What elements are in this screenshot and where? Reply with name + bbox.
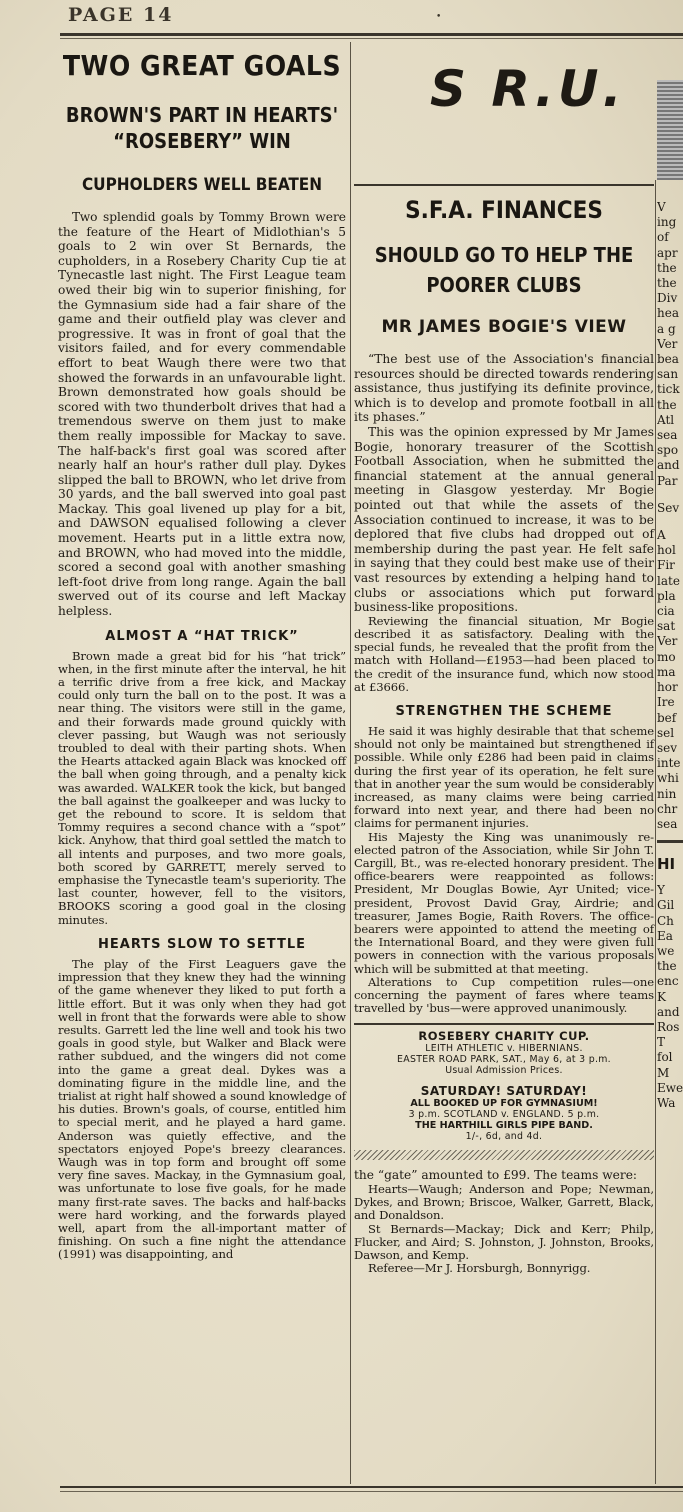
fragment-line: hol [657, 543, 676, 558]
paragraph: Reviewing the financial situation, Mr Bogie described it as satisfactory. Dealing with the special funds, he revealed that the profit from the match with Holland—£1953—had been placed to the credit of the insurance fund, which now stood at £3666. [354, 613, 654, 694]
fragment-line: apr [657, 245, 678, 260]
fragment-line: we [657, 943, 675, 958]
fragment-line: M [657, 1065, 670, 1080]
fragment-line: hor [657, 680, 678, 695]
fragment-line: bef [657, 710, 677, 725]
fragment-line: sat [657, 619, 676, 634]
fragment-line: Y [657, 883, 665, 898]
fragment-line: Ch [657, 913, 674, 928]
fragment-line: T [657, 1035, 666, 1050]
paragraph: His Majesty the King was unanimously re-elected patron of the Association, while Sir John T. Cargill, Bt., was re-elected honorary president. The office-bearers were reappointed as follows: President, Mr Douglas Bowie, Ayr United; vice-president, Provost David Gray, Airdrie; and treasurer, James Bogie, Raith Rovers. The office-bearers were appointed to attend the meeting of the International Board, and they were given full powers in connection with the various proposals which will be submitted at that meeting. [354, 829, 654, 976]
crosshead: STRENGTHEN THE SCHEME [395, 703, 613, 719]
deck-headline: SHOULD GO TO HELP THE POORER CLUBS [374, 243, 634, 297]
fragment-line: pla [657, 588, 676, 603]
fragment-line: the [657, 276, 677, 291]
paragraph: Two splendid goals by Tommy Brown were the feature of the Heart of Midlothian's 5 goals to 2 win over St Bernards, the cupholders, in a Rosebery Charity Cup tie at Tynecastle last night. The First League team owed their big win to superior finishing, for the Gymnasium side had a fair share of the game and their outfield play was clever and progressive. It was in front of goal that the visitors failed, and for every commendable effort to beat Waugh there were two that showed the forwards in an unfavourable light. Brown demonstrated how goals should be scored with two thunderbolt drives that had a tremendous swerve on them just to make them really impossible for Mackay to save. The half-back's first goal was scored after nearly half an hour's rather dull play. Dykes slipped the ball to BROWN, who let drive from 30 yards, and the ball swerved into goal past Mackay. This goal livened up play for a bit, and DAWSON equalised following a clever movement. Hearts put in a little extra now, and BROWN, who had moved into the middle, scored a second goal with another smashing left-foot drive from long range. Again the ball swerved out of its course and left Mackay helpless. [58, 210, 346, 619]
referee-line: Referee—Mr J. Horsburgh, Bonnyrigg. [368, 1261, 591, 1276]
fragment-line: of [657, 230, 669, 245]
banner-title: S R.U. [430, 60, 626, 118]
headline: TWO GREAT GOALS [62, 49, 342, 82]
ad-title: ROSEBERY CHARITY CUP. [418, 1029, 590, 1044]
ad-line: THE HARTHILL GIRLS PIPE BAND. [415, 1120, 593, 1132]
fragment-line: Ea [657, 928, 673, 943]
fragment-line: san [657, 367, 679, 382]
fragment-line: Ver [657, 336, 678, 351]
fragment-line: V [657, 200, 666, 214]
ad-line: EASTER ROAD PARK, SAT., May 6, at 3 p.m. [397, 1054, 611, 1066]
fragment-line: chr [657, 801, 678, 816]
fragment-line: the [657, 260, 677, 275]
fragment-line: Par [657, 473, 678, 488]
fragment-line: fol [657, 1050, 673, 1065]
fragment-lines [657, 883, 683, 1111]
fragment-line: and [657, 458, 680, 473]
subheadline: CUPHOLDERS WELL BEATEN [81, 175, 323, 195]
paragraph: Alterations to Cup competition rules—one concerning the payment of fares where teams travelled by 'bus—were approved unanimously. [354, 974, 654, 1016]
fragment-line: Ver [657, 634, 678, 649]
fragment-line: Gil [657, 898, 675, 913]
article-hearts [58, 40, 346, 1488]
column-rule [350, 42, 351, 1484]
paragraph: “The best use of the Association's financial resources should be directed towards rendering assistance, thus justifying its definite province, which is to develop and promote football in all its phases.” [354, 352, 654, 425]
fragment-line: spo [657, 443, 679, 458]
fragment-line: enc [657, 974, 679, 989]
ad-title: SATURDAY! SATURDAY! [420, 1084, 588, 1099]
fragment-line: ma [657, 664, 676, 679]
sru-banner [354, 40, 654, 186]
fragment-line: Div [657, 291, 678, 306]
fragment-line: Ire [657, 695, 675, 710]
bottom-rule [60, 1486, 683, 1488]
fragment-line: Ewe [657, 1080, 683, 1095]
paragraph: The play of the First Leaguers gave the impression that they knew they had the winning of the game whenever they liked to put forth a little effort. But it was only when they had got well in front that the forwards were able to show results. Garrett led the line well and took his two goals in good style, but Walker and Black were rather subdued, and the wingers did not come into the game a great deal. Dykes was a dominating figure in the middle line, and the trialist at right half showed a sound knowledge of his duties. Brown's goals, of course, entitled him to special merit, and he played a hard game. Anderson was quietly effective, and the spectators enjoyed Pope's breezy clearances. Waugh was in top form and brought off some very fine saves. Mackay, in the Gymnasium goal, was unfortunate to lose five goals, for he made many first-rate saves. The backs and half-backs were hard working, and the forwards played well, apart from the all-important matter of finishing. On such a fine night the attendance (1991) was disappointing, and [58, 956, 346, 1262]
fragment-lines [657, 528, 683, 832]
team-list: Hearts—Waugh; Anderson and Pope; Newman, Dykes, and Brown; Briscoe, Walker, Garrett, Black, and Donaldson. [354, 1181, 654, 1223]
print-speck: • [436, 12, 445, 22]
fragment-line: and [657, 1004, 680, 1019]
photo-fragment [657, 80, 683, 180]
fragment-line: whi [657, 771, 679, 786]
fragment-line: mo [657, 649, 676, 664]
paragraph: This was the opinion expressed by Mr James Bogie, honorary treasurer of the Scottish Football Association, when he submitted the financial statement at the annual general meeting in Glasgow yesterday. Mr Bogie pointed out that while the assets of the Association continued to increase, it was to be deplored that five clubs had dropped out of membership during the past year. He felt safe in saying that they could best make use of their vast resources by extending a helping hand to clubs or associations which put forward business-like propositions. [354, 424, 654, 615]
fragment-line: Ros [657, 1019, 680, 1034]
fragment-line: A [657, 528, 666, 543]
deck-headline: BROWN'S PART IN HEARTS' “ROSEBERY” WIN [65, 103, 339, 153]
clipped-column [657, 40, 683, 1488]
fragment-line: hea [657, 306, 679, 321]
paragraph: Brown made a great bid for his “hat trick” when, in the first minute after the interval, he hit a terrific drive from a free kick, and Mackay could only turn the ball on to the post. It was a near thing. The visitors were still in the game, and their forwards made ground quickly with clever passing, but Waugh was not seriously troubled to deal with their parting shots. When the Hearts attacked again Black was knocked off the ball when going through, and a penalty kick was awarded. WALKER took the kick, but banged the ball against the goalkeeper and was lucky to get the rebound to score. It is seldom that Tommy requires a second chance with a “spot” kick. Anyhow, that third goal settled the match to all intents and purposes, and two more goals, both scored by GARRETT, merely served to emphasise the Tynecastle team's superiority. The last counter, however, fell to the visitors, BROOKS scoring a good goal in the closing minutes. [58, 648, 346, 927]
paragraph: the “gate” amounted to £99. The teams were: [354, 1168, 638, 1183]
ad-line: LEITH ATHLETIC v. HIBERNIANS. [425, 1043, 583, 1055]
paragraph: He said it was highly desirable that that scheme should not only be maintained but strengthened if possible. While only £286 had been paid in claims during the first year of its operation, he felt sure that in another year the sum would be considerably increased, as many claims were being carried forward into next year, and there had been no claims for permanent injuries. [354, 723, 654, 831]
fragment-line: sel [657, 725, 675, 740]
team-list: St Bernards—Mackay; Dick and Kerr; Philp, Flucker, and Aird; S. Johnston, J. Johnston, Brooks, Dawson, and Kemp. [354, 1221, 654, 1262]
fragment-line: Sev [657, 500, 680, 515]
decorative-border [354, 1150, 654, 1160]
fragment-line: the [657, 959, 677, 974]
bottom-rule-thin [60, 1491, 683, 1492]
fragment-line: nin [657, 786, 677, 801]
crosshead: HEARTS SLOW TO SETTLE [98, 936, 306, 952]
ad-line: 3 p.m. SCOTLAND v. ENGLAND. 5 p.m. [408, 1109, 600, 1121]
ad-line: ALL BOOKED UP FOR GYMNASIUM! [410, 1098, 598, 1110]
fragment-line: sev [657, 740, 678, 755]
fragment-line: Fir [657, 558, 675, 573]
fragment-heading: HI [657, 855, 676, 874]
ad-line: Usual Admission Prices. [445, 1065, 563, 1077]
page-label: PAGE 14 [68, 4, 174, 26]
fragment-line: the [657, 397, 677, 412]
column-rule [655, 180, 656, 1484]
headline: S.F.A. FINANCES [405, 196, 603, 224]
top-rule [60, 33, 683, 36]
fragment-line: cia [657, 604, 675, 619]
fragment-line: late [657, 573, 680, 588]
fragment-line: a g [657, 321, 676, 336]
article-sfa [354, 40, 654, 1488]
fragment-line: tick [657, 382, 680, 397]
fragment-line: ing [657, 215, 677, 230]
fragment-rule [657, 840, 683, 843]
fragment-line: Wa [657, 1095, 676, 1110]
crosshead: ALMOST A “HAT TRICK” [105, 628, 299, 644]
subheadline: MR JAMES BOGIE'S VIEW [381, 317, 627, 337]
ad-line: 1/-, 6d, and 4d. [465, 1131, 543, 1143]
fragment-line: K [657, 989, 666, 1004]
fragment-line: inte [657, 756, 681, 771]
fragment-lines [657, 200, 683, 489]
fragment-line: sea [657, 816, 678, 831]
fragment-line: bea [657, 352, 679, 367]
fragment-line: Atl [657, 412, 675, 427]
fragment-line: sea [657, 428, 678, 443]
advertisement [354, 1023, 654, 1142]
top-rule-thin [60, 38, 683, 39]
